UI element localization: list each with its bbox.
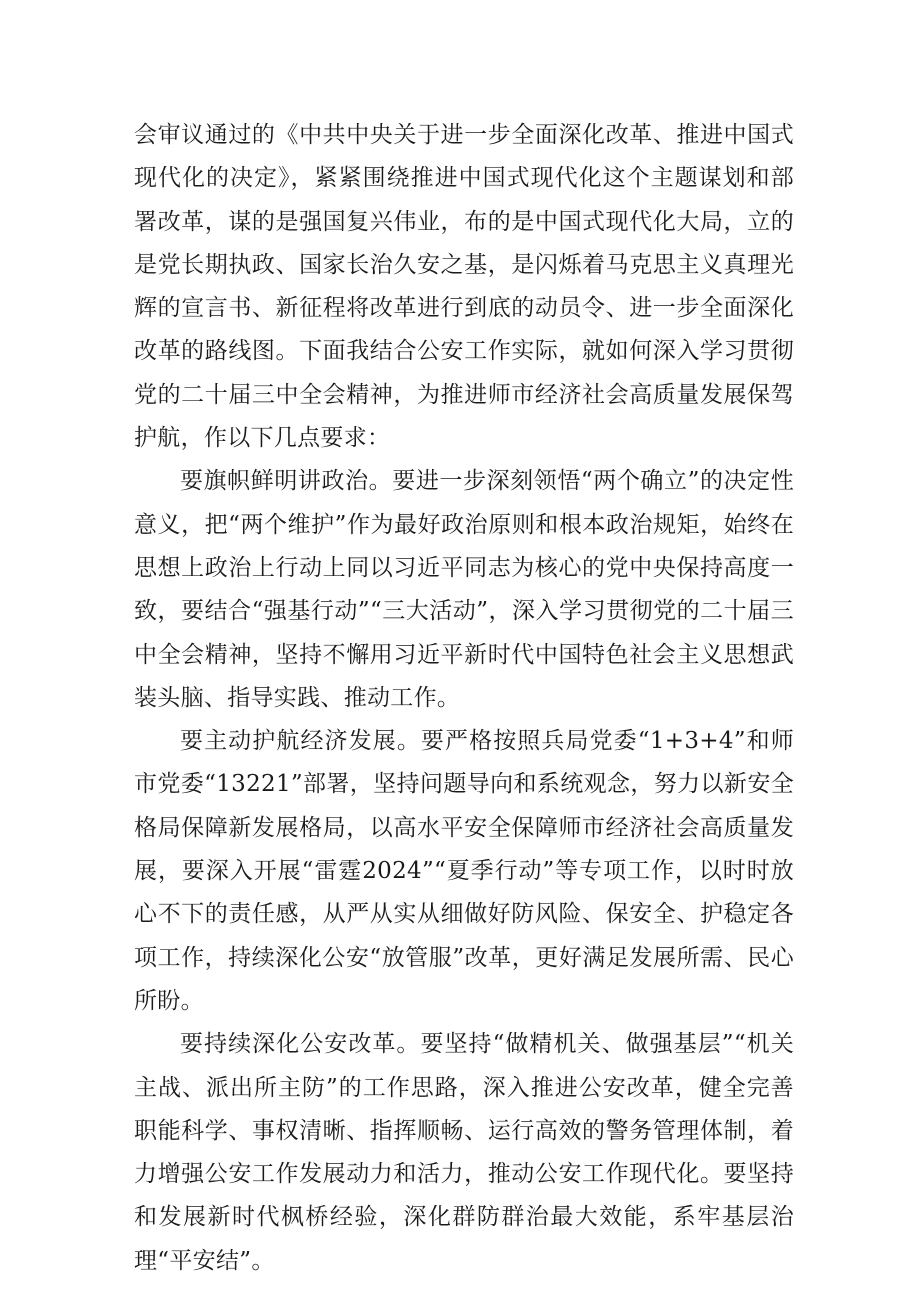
- paragraph-economy: 要主动护航经济发展。要严格按照兵局党委“1+3+4”和师市党委“13221”部署，坚持问题导向和系统观念，努力以新安全格局保障新发展格局，以高水平安全保障师市经济社会高质量发展，要深入开展“雷霆2024”“夏季行动”等专项工作，以时时放心不下的责任感，从严从实从细做好防风险、保安全、护稳定各项工作，持续深化公安“放管服”改革，更好满足发展所需、民心所盼。: [134, 728, 794, 1014]
- paragraph-intro: 会审议通过的《中共中央关于进一步全面深化改革、推进中国式现代化的决定》，紧紧围绕推进中国式现代化这个主题谋划和部署改革，谋的是强国复兴伟业，布的是中国式现代化大局，立的是党长期执政、国家长治久安之基，是闪烁着马克思主义真理光辉的宣言书、新征程将改革进行到底的动员令、进一步全面深化改革的路线图。下面我结合公安工作实际，就如何深入学习贯彻党的二十届三中全会精神，为推进师市经济社会高质量发展保驾护航，作以下几点要求：: [134, 122, 794, 452]
- paragraph-reform: 要持续深化公安改革。要坚持“做精机关、做强基层”“机关主战、派出所主防”的工作思路，深入推进公安改革，健全完善职能科学、事权清晰、指挥顺畅、运行高效的警务管理体制，着力增强公安工作发展动力和活力，推动公安工作现代化。要坚持和发展新时代枫桥经验，深化群防群治最大效能，系牢基层治理“平安结”。: [134, 1031, 794, 1274]
- paragraph-politics: 要旗帜鲜明讲政治。要进一步深刻领悟“两个确立”的决定性意义，把“两个维护”作为最好政治原则和根本政治规矩，始终在思想上政治上行动上同以习近平同志为核心的党中央保持高度一致，要结合“强基行动”“三大活动”，深入学习贯彻党的二十届三中全会精神，坚持不懈用习近平新时代中国特色社会主义思想武装头脑、指导实践、推动工作。: [134, 468, 794, 711]
- document-body: [134, 114, 794, 1283]
